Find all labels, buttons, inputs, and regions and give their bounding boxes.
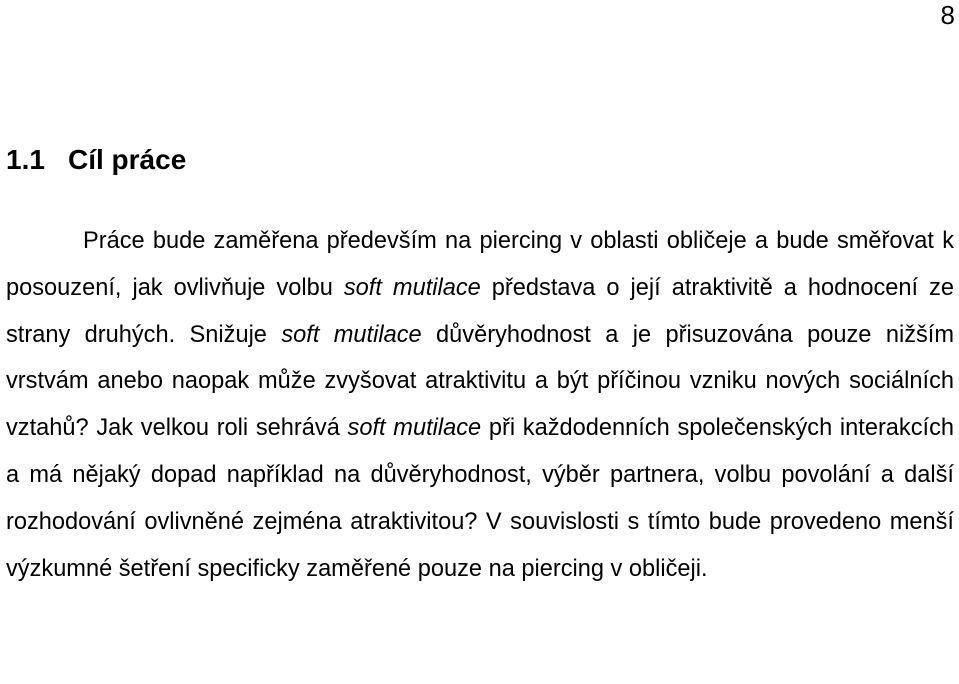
page-number: 8: [940, 0, 955, 30]
text-run: při každodenních společenských interakcích a má nějaký dopad například na důvěryhodnost, výběr partnera, volbu povolání a další rozhodování ovlivněné zejména atraktivitou? V souvislosti s tímto bude provedeno menší výzkumné šetření specificky zaměřené pouze na piercing v obličeji.: [6, 415, 954, 582]
text-run: představa o její atraktivitě a hodnocení ze strany druhých. Snižuje: [6, 274, 954, 348]
section-heading: [6, 142, 186, 178]
italic-term: soft mutilace: [347, 415, 482, 442]
body-paragraph: [6, 218, 954, 592]
italic-term: soft mutilace: [281, 321, 422, 348]
section-number: 1.1: [6, 144, 45, 175]
text-run: důvěryhodnost a je přisuzována pouze nižším vrstvám anebo naopak může zvyšovat atraktivitu a být příčinou vzniku nových sociálních vztahů? Jak velkou roli sehrává: [6, 321, 954, 442]
italic-term: soft mutilace: [343, 274, 481, 301]
section-title: Cíl práce: [68, 144, 187, 175]
text-run: Práce bude zaměřena především na piercing v oblasti obličeje a bude směřovat k posouzení, jak ovlivňuje volbu: [6, 228, 954, 301]
